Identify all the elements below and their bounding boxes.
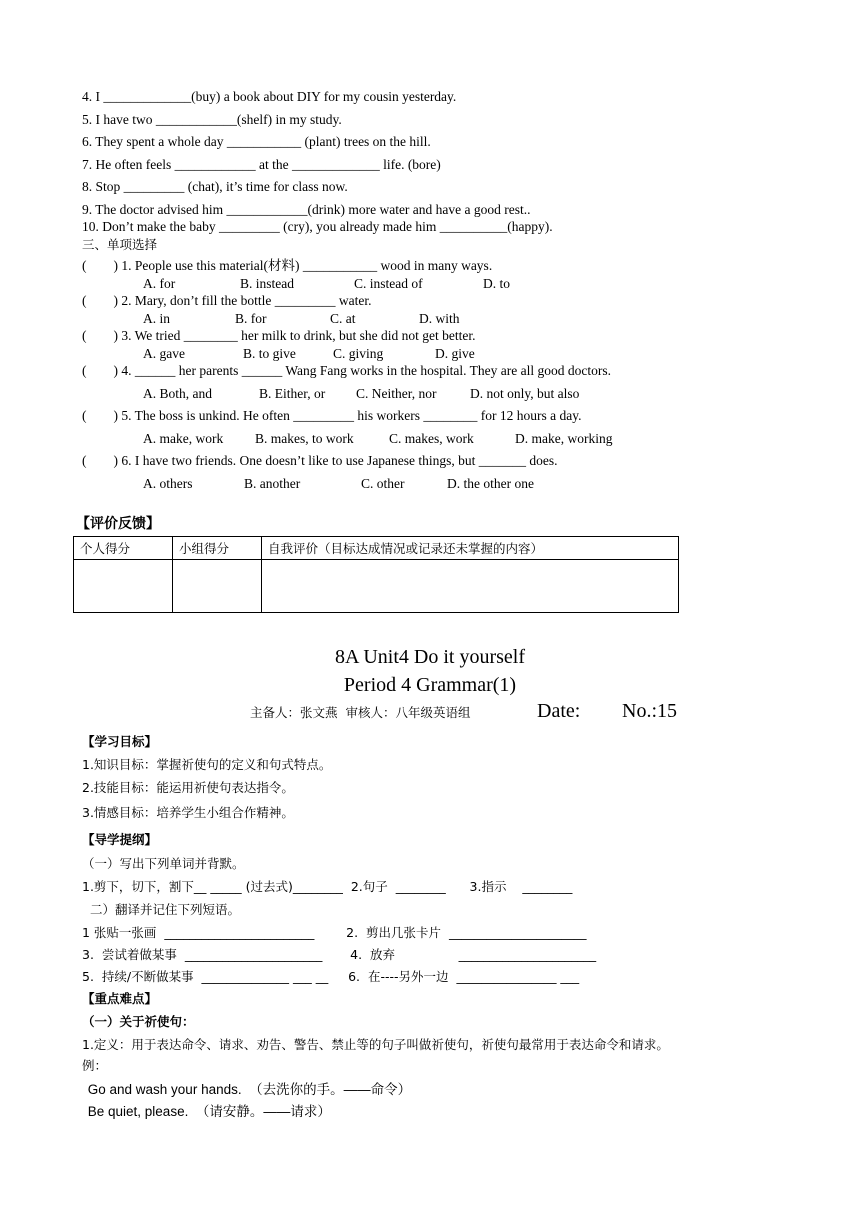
fill-item-9: 9. The doctor advised him ____________(drink) more water and have a good rest.. bbox=[82, 202, 531, 217]
mcq-6-option-a: A. others bbox=[143, 476, 193, 491]
key-title: 【重点难点】 bbox=[82, 991, 158, 1006]
lesson-number: No.:15 bbox=[622, 700, 677, 722]
fill-item-8: 8. Stop _________ (chat), it’s time for class now. bbox=[82, 179, 348, 194]
mcq-3-option-b: B. to give bbox=[243, 346, 296, 361]
mcq-3-option-a: A. gave bbox=[143, 346, 185, 361]
lesson-subtitle: Period 4 Grammar(1) bbox=[343, 674, 517, 696]
fill-item-10: 10. Don’t make the baby _________ (cry), you already made him __________(happy). bbox=[82, 219, 553, 234]
mcq-2-option-c: C. at bbox=[330, 311, 356, 326]
fill-item-4: 4. I _____________(buy) a book about DIY for my cousin yesterday. bbox=[82, 89, 457, 104]
mcq-1-option-b: B. instead bbox=[240, 276, 294, 291]
fill-item-5: 5. I have two ____________(shelf) in my study. bbox=[82, 112, 342, 127]
mcq-5-option-c: C. makes, work bbox=[389, 431, 474, 446]
fill-item-7: 7. He often feels ____________ at the _____________ life. (bore) bbox=[82, 157, 441, 172]
feedback-header-group: 小组得分 bbox=[173, 537, 262, 560]
feedback-header-personal: 个人得分 bbox=[74, 537, 173, 560]
mcq-6-option-c: C. other bbox=[361, 476, 405, 491]
mcq-6-option-b: B. another bbox=[244, 476, 301, 491]
key-example-1: Go and wash your hands. （去洗你的手。——命令） bbox=[84, 1082, 412, 1097]
key-example-2: Be quiet, please. （请安静。——请求） bbox=[84, 1104, 331, 1119]
feedback-cell-self[interactable] bbox=[262, 560, 679, 613]
guide-words-line: 1.剪下，切下，割下__ _____ (过去式)________ 2.句子 ________ 3.指示 ________ bbox=[82, 879, 573, 894]
mcq-1-option-a: A. for bbox=[143, 276, 176, 291]
guide-title: 【导学提纲】 bbox=[82, 832, 158, 847]
lesson-date-label: Date: bbox=[537, 700, 581, 722]
mcq-5-option-d: D. make, working bbox=[515, 431, 613, 446]
objectives-title: 【学习目标】 bbox=[82, 734, 158, 749]
feedback-cell-personal[interactable] bbox=[74, 560, 173, 613]
mcq-1-option-c: C. instead of bbox=[354, 276, 423, 291]
mcq-2-option-b: B. for bbox=[235, 311, 267, 326]
key-example-label: 例： bbox=[82, 1058, 108, 1073]
mcq-2-option-a: A. in bbox=[143, 311, 170, 326]
mcq-4-option-a: A. Both, and bbox=[143, 386, 212, 401]
feedback-cell-group[interactable] bbox=[173, 560, 262, 613]
mcq-5-option-b: B. makes, to work bbox=[255, 431, 354, 446]
fill-item-6: 6. They spent a whole day ___________ (plant) trees on the hill. bbox=[82, 134, 431, 149]
guide-part-1: （一）写出下列单词并背默。 bbox=[82, 856, 245, 871]
objective-skill: 2.技能目标：能运用祈使句表达指令。 bbox=[82, 780, 294, 795]
mcq-4-option-c: C. Neither, nor bbox=[356, 386, 437, 401]
guide-phrases-line-2: 3. 尝试着做某事 ______________________ 4. 放弃 ______________________ bbox=[82, 947, 597, 962]
objective-knowledge: 1.知识目标：掌握祈使句的定义和句式特点。 bbox=[82, 757, 332, 772]
mcq-question-2: ( ) 2. Mary, don’t fill the bottle _________ water. bbox=[82, 293, 372, 308]
mcq-question-4: ( ) 4. ______ her parents ______ Wang Fang works in the hospital. They are all good doctors. bbox=[82, 363, 611, 378]
key-definition: 1.定义：用于表达命令、请求、劝告、警告、禁止等的句子叫做祈使句，祈使句最常用于表达命令和请求。 bbox=[82, 1037, 669, 1052]
mcq-question-3: ( ) 3. We tried ________ her milk to drink, but she did not get better. bbox=[82, 328, 476, 343]
mcq-3-option-d: D. give bbox=[435, 346, 475, 361]
guide-phrases-line-1: 1 张贴一张画 ________________________ 2. 剪出几张卡片 ______________________ bbox=[82, 925, 587, 940]
lesson-title: 8A Unit4 Do it yourself bbox=[335, 646, 525, 668]
guide-part-2: 二）翻译并记住下列短语。 bbox=[82, 902, 240, 917]
mcq-4-option-d: D. not only, but also bbox=[470, 386, 580, 401]
objective-emotion: 3.情感目标：培养学生小组合作精神。 bbox=[82, 805, 294, 820]
mcq-2-option-d: D. with bbox=[419, 311, 460, 326]
mcq-6-option-d: D. the other one bbox=[447, 476, 534, 491]
section-title-multiple-choice: 三、单项选择 bbox=[82, 237, 158, 252]
lesson-authors: 主备人：张文燕 审核人：八年级英语组 bbox=[250, 705, 471, 720]
feedback-table bbox=[73, 536, 679, 613]
mcq-question-6: ( ) 6. I have two friends. One doesn’t like to use Japanese things, but _______ does. bbox=[82, 453, 558, 468]
feedback-title: 【评价反馈】 bbox=[76, 516, 160, 532]
key-part-1: （一）关于祈使句： bbox=[82, 1014, 195, 1029]
feedback-header-self: 自我评价（目标达成情况或记录还未掌握的内容） bbox=[262, 537, 679, 560]
mcq-question-1: ( ) 1. People use this material(材料) ___________ wood in many ways. bbox=[82, 258, 493, 273]
mcq-1-option-d: D. to bbox=[483, 276, 510, 291]
mcq-5-option-a: A. make, work bbox=[143, 431, 224, 446]
mcq-3-option-c: C. giving bbox=[333, 346, 384, 361]
mcq-4-option-b: B. Either, or bbox=[259, 386, 326, 401]
mcq-question-5: ( ) 5. The boss is unkind. He often _________ his workers ________ for 12 hours a day. bbox=[82, 408, 582, 423]
guide-phrases-line-3: 5. 持续/不断做某事 ______________ ___ __ 6. 在----另外一边 ________________ ___ bbox=[82, 969, 580, 984]
